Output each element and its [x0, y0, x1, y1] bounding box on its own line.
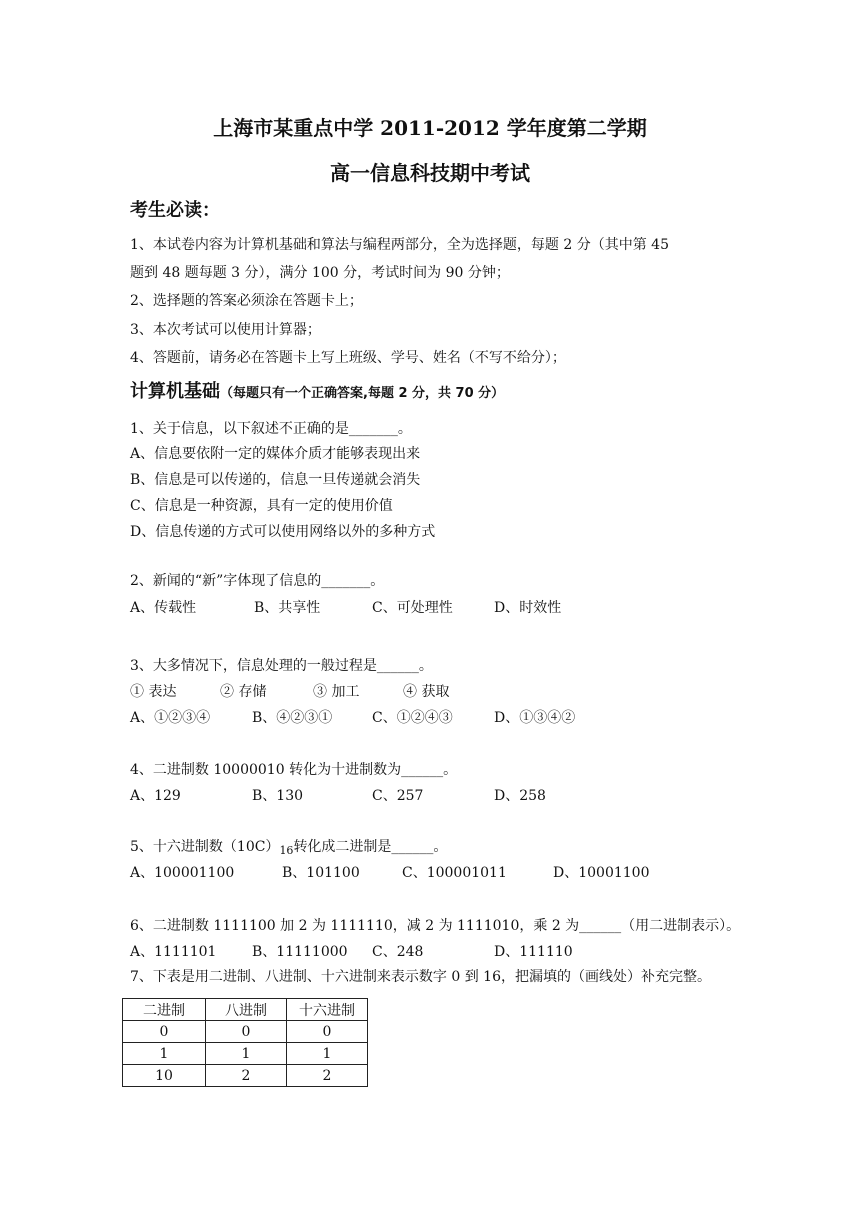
- question-2-stem: 2、新闻的“新”字体现了信息的_______。: [130, 573, 385, 589]
- question-5-subscript: 16: [279, 844, 294, 857]
- question-2-option-d: D、时效性: [494, 600, 562, 616]
- notice-item: 1、本试卷内容为计算机基础和算法与编程两部分，全为选择题，每题 2 分（其中第 45: [130, 237, 669, 253]
- question-5-option-a: A、100001100: [130, 865, 235, 881]
- question-2-option-b: B、共享性: [254, 600, 321, 616]
- section-note: （每题只有一个正确答案,每题 2 分，共 70 分）: [220, 386, 505, 401]
- table-header-cell: 二进制: [123, 999, 206, 1021]
- question-4-stem: 4、二进制数 10000010 转化为十进制数为______。: [130, 762, 458, 778]
- question-5-option-c: C、100001011: [402, 865, 507, 881]
- table-cell: 1: [206, 1043, 287, 1065]
- question-3-option-b: B、④②③①: [252, 710, 333, 726]
- question-2-option-c: C、可处理性: [372, 600, 453, 616]
- exam-title: 上海市某重点中学 2011-2012 学年度第二学期: [213, 116, 647, 140]
- table-cell: 1: [123, 1043, 206, 1065]
- question-3-stem: 3、大多情况下，信息处理的一般过程是______。: [130, 658, 433, 674]
- question-5-stem: [130, 838, 447, 860]
- notice-item: 3、本次考试可以使用计算器；: [130, 322, 321, 338]
- table-row: [123, 1065, 368, 1087]
- table-cell: 0: [287, 1021, 368, 1043]
- question-3-item: ④ 获取: [403, 684, 450, 700]
- question-1-option-b: B、信息是可以传递的，信息一旦传递就会消失: [130, 472, 421, 488]
- question-3-option-a: A、①②③④: [130, 710, 211, 726]
- question-4-option-c: C、257: [372, 788, 424, 804]
- question-6-option-a: A、1111101: [130, 944, 217, 960]
- question-3-option-d: D、①③④②: [494, 710, 576, 726]
- question-6-option-b: B、11111000: [252, 944, 348, 960]
- table-cell: 10: [123, 1065, 206, 1087]
- table-header-row: [123, 999, 368, 1021]
- question-4-option-d: D、258: [494, 788, 546, 804]
- base-conversion-table: [122, 998, 368, 1087]
- question-6-option-c: C、248: [372, 944, 424, 960]
- notice-item: 2、选择题的答案必须涂在答题卡上；: [130, 293, 363, 309]
- notice-item: 4、答题前，请务必在答题卡上写上班级、学号、姓名（不写不给分）；: [130, 350, 566, 366]
- question-1-option-a: A、信息要依附一定的媒体介质才能够表现出来: [130, 446, 421, 462]
- question-1-stem: 1、关于信息，以下叙述不正确的是_______。: [130, 421, 412, 437]
- question-4-option-b: B、130: [252, 788, 304, 804]
- table-row: [123, 1021, 368, 1043]
- table-cell: 2: [287, 1065, 368, 1087]
- question-4-option-a: A、129: [130, 788, 181, 804]
- question-5-option-d: D、10001100: [553, 865, 650, 881]
- question-5-stem-text: 5、十六进制数（10C）: [130, 839, 280, 855]
- table-cell: 1: [287, 1043, 368, 1065]
- section-title: 计算机基础: [130, 381, 220, 402]
- question-5-stem-text-end: 转化成二进制是______。: [293, 839, 448, 855]
- question-3-item: ③ 加工: [313, 684, 360, 700]
- notice-item: 题到 48 题每题 3 分），满分 100 分，考试时间为 90 分钟；: [130, 265, 510, 281]
- question-1-option-d: D、信息传递的方式可以使用网络以外的多种方式: [130, 524, 436, 540]
- exam-subtitle: 高一信息科技期中考试: [330, 161, 530, 185]
- question-3-option-c: C、①②④③: [372, 710, 453, 726]
- question-2-option-a: A、传载性: [130, 600, 197, 616]
- question-5-option-b: B、101100: [282, 865, 360, 881]
- notice-heading: 考生必读：: [130, 200, 220, 221]
- table-header-cell: 十六进制: [287, 999, 368, 1021]
- table-header-cell: 八进制: [206, 999, 287, 1021]
- question-1-option-c: C、信息是一种资源，具有一定的使用价值: [130, 498, 393, 514]
- question-6-option-d: D、111110: [494, 944, 573, 960]
- table-cell: 2: [206, 1065, 287, 1087]
- table-cell: 0: [206, 1021, 287, 1043]
- section-heading: [130, 381, 504, 405]
- table-cell: 0: [123, 1021, 206, 1043]
- question-7-stem: 7、下表是用二进制、八进制、十六进制来表示数字 0 到 16，把漏填的（画线处）补充完整。: [130, 969, 711, 985]
- question-3-item: ② 存储: [220, 684, 267, 700]
- table-row: [123, 1043, 368, 1065]
- question-3-item: ① 表达: [130, 684, 177, 700]
- question-6-stem: 6、二进制数 1111100 加 2 为 1111110，减 2 为 1111010，乘 2 为______（用二进制表示）。: [130, 918, 741, 934]
